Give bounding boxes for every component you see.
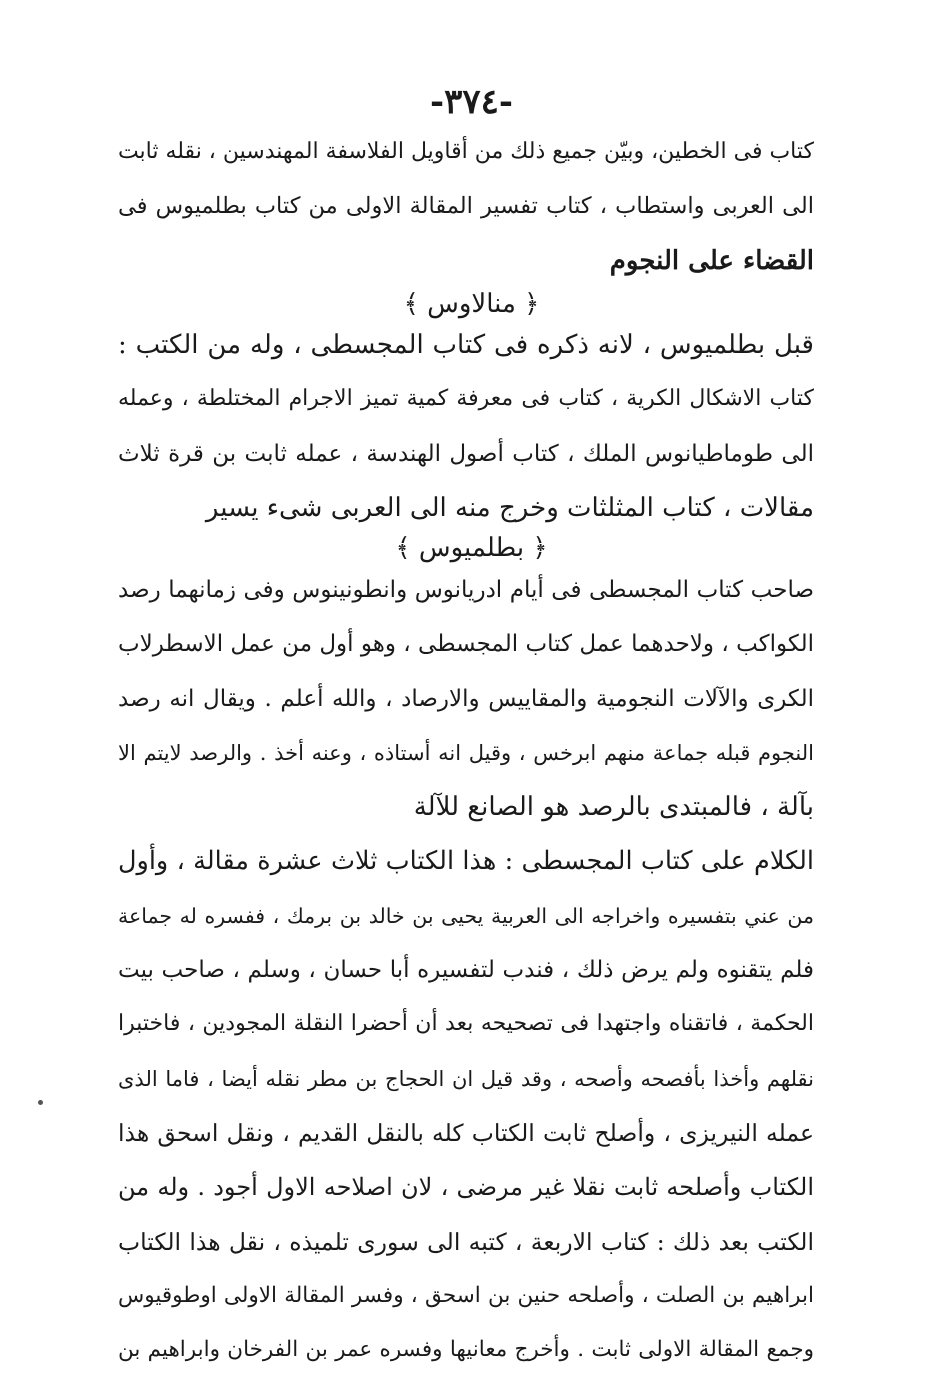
- text-line: النجوم قبله جماعة منهم ابرخس ، وقيل انه أستاذه ، وعنه أخذ . والرصد لايتم الا: [118, 740, 814, 765]
- text-line: كتاب الاشكال الكرية ، كتاب فى معرفة كمية تميز الاجرام المختلطة ، وعمله: [118, 386, 814, 412]
- text-line: نقلهم وأخذا بأفصحه وأصحه ، وقد قيل ان الحجاج بن مطر نقله أيضا ، فاما الذى: [118, 1066, 814, 1091]
- text-line: الى طوماطيانوس الملك ، كتاب أصول الهندسة ، عمله ثابت بن قرة ثلاث: [118, 440, 814, 467]
- text-line: القضاء على النجوم: [609, 245, 814, 276]
- text-line: الكلام على كتاب المجسطى : هذا الكتاب ثلاث عشرة مقالة ، وأول: [118, 846, 814, 877]
- text-line: الكرى والآلات النجومية والمقاييس والارصاد ، والله أعلم . ويقال انه رصد: [118, 685, 814, 712]
- text-line: الكواكب ، ولاحدهما عمل كتاب المجسطى ، وهو أول من عمل الاسطرلاب: [118, 631, 814, 658]
- page-number: -٣٧٤-: [429, 82, 514, 122]
- text-line: الكتب بعد ذلك : كتاب الاربعة ، كتبه الى سورى تلميذه ، نقل هذا الكتاب: [118, 1227, 814, 1256]
- text-line: الحكمة ، فاتقناه واجتهدا فى تصحيحه بعد أن أحضرا النقلة المجودين ، فاختبرا: [118, 1011, 814, 1037]
- text-line: من عني بتفسيره واخراجه الى العربية يحيى بن خالد بن برمك ، ففسره له جماعة: [118, 903, 814, 928]
- margin-dot: [38, 1100, 43, 1105]
- text-line: الى العربى واستطاب ، كتاب تفسير المقالة الاولى من كتاب بطلميوس فى: [118, 193, 814, 220]
- text-line: ابراهيم بن الصلت ، وأصلحه حنين بن اسحق ، وفسر المقالة الاولى اوطوقيوس: [118, 1282, 814, 1308]
- text-line: كتاب فى الخطين، وبيّن جميع ذلك من أقاويل الفلاسفة المهندسين ، نقله ثابت: [118, 139, 814, 164]
- section-heading-menelaus: ﴿ منالاوس ﴾: [403, 289, 540, 319]
- text-line: صاحب كتاب المجسطى فى أيام ادريانوس وانطونينوس وفى زمانهما رصد: [118, 577, 814, 603]
- text-line: عمله النيريزى ، وأصلح ثابت الكتاب كله بالنقل القديم ، ونقل اسحق هذا: [118, 1118, 814, 1147]
- paragraph-ptolemy: [118, 563, 814, 1377]
- paragraph-menelaus: [118, 318, 814, 535]
- text-line: مقالات ، كتاب المثلثات وخرج منه الى العربى شىء يسير: [205, 492, 814, 523]
- section-heading-ptolemy: ﴿ بطلميوس ﴾: [395, 533, 548, 563]
- text-line: قبل بطلميوس ، لانه ذكره فى كتاب المجسطى ، وله من الكتب :: [118, 330, 814, 360]
- text-line: وجمع المقالة الاولى ثابت . وأخرج معانيها وفسره عمر بن الفرخان وابراهيم بن: [118, 1337, 814, 1363]
- text-line: فلم يتقنوه ولم يرض ذلك ، فندب لتفسيره أبا حسان ، وسلم ، صاحب بيت: [118, 957, 814, 984]
- paragraph-euclid-works-end: [118, 125, 814, 288]
- text-line: بآلة ، فالمبتدى بالرصد هو الصانع للآلة: [413, 792, 814, 823]
- text-line: الكتاب وأصلحه ثابت نقلا غير مرضى ، لان اصلاحه الاول أجود . وله من: [118, 1173, 814, 1202]
